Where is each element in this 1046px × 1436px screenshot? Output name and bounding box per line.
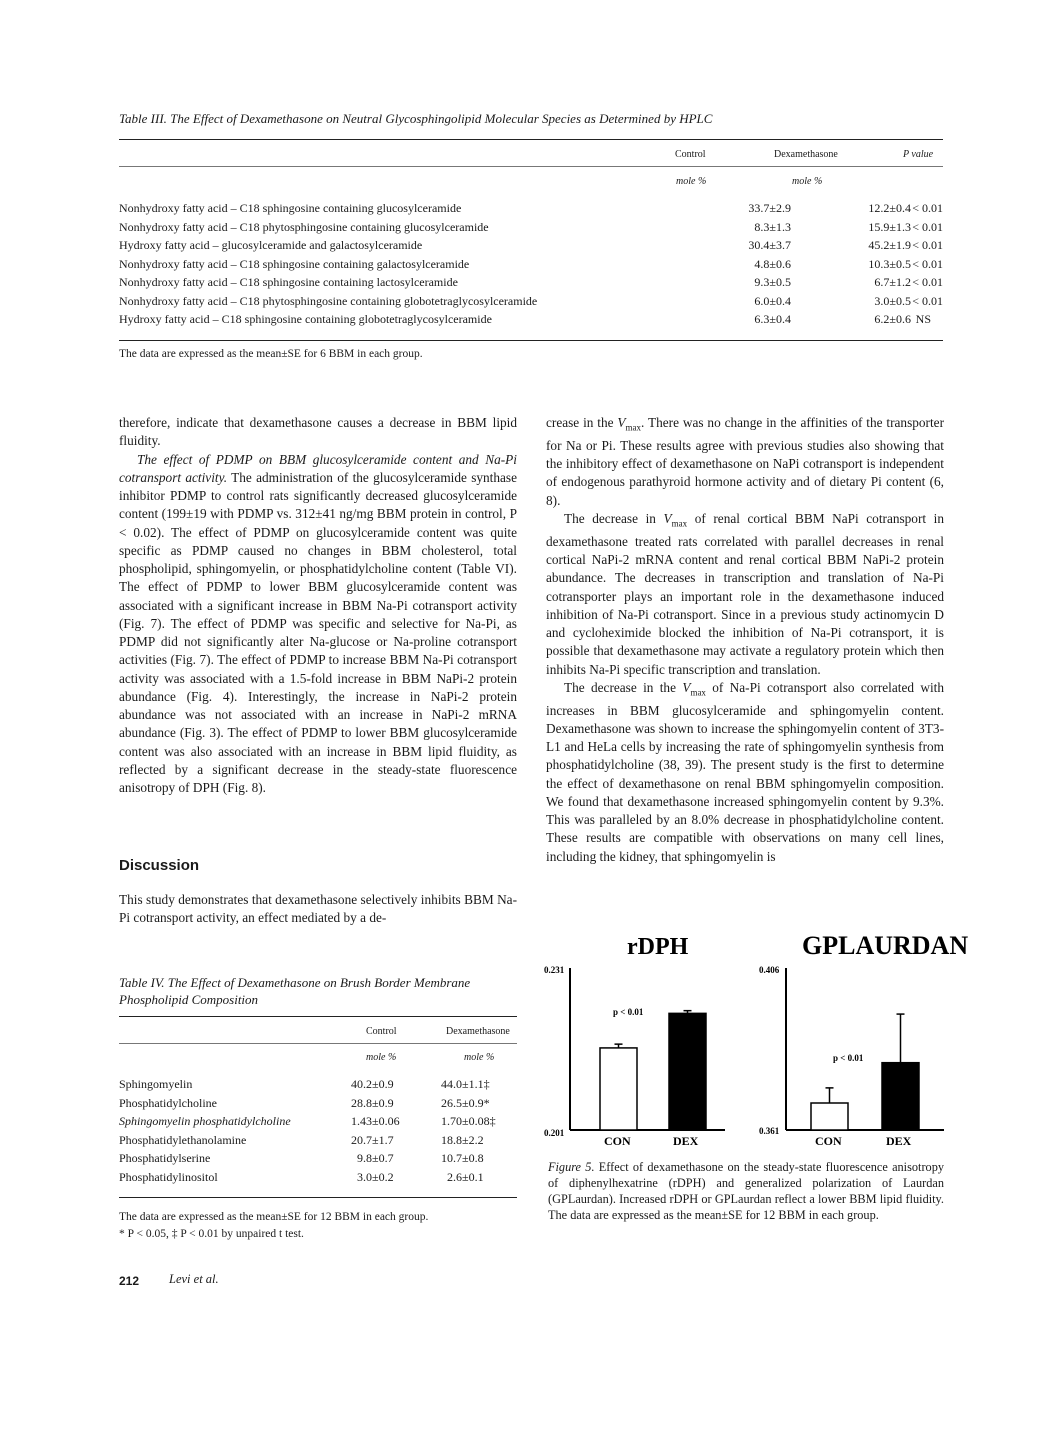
vmax-subscript: max <box>690 687 706 698</box>
dex-value: 1.70±0.08‡ <box>441 1114 496 1129</box>
dex-value: 44.0±1.1‡ <box>441 1077 490 1091</box>
chart1-annotation: p < 0.01 <box>613 1007 644 1017</box>
control-value: 20.7±1.7 <box>351 1132 394 1147</box>
figure5-charts <box>540 925 969 1155</box>
table4-unit-control: mole % <box>366 1052 397 1063</box>
table-row <box>119 1149 517 1168</box>
row-label: Nonhydroxy fatty acid – C18 sphingosine containing glucosylceramide <box>119 201 462 215</box>
text-run: . There was no change in the affinities of the transporter for Na or Pi. These results agree with previous studies also showing that the inhibitory effect of dexamethasone on NaPi cotransport is independent of endogenous parathyroid hormone activity and of dietary Pi content (6, 8). <box>546 415 944 508</box>
chart1-ytick-top: 0.231 <box>544 965 565 975</box>
table-row <box>119 273 943 292</box>
table-row <box>119 218 943 237</box>
table4-note-line1: The data are expressed as the mean±SE for 12 BBM in each group. <box>119 1211 429 1223</box>
paragraph <box>546 510 944 679</box>
control-value: 33.7±2.9 <box>748 201 791 215</box>
chart2-title: GPLAURDAN <box>802 931 969 960</box>
row-label: Hydroxy fatty acid – C18 sphingosine containing globotetraglycosylceramide <box>119 312 492 326</box>
table4-note-line2: * P < 0.05, ‡ P < 0.01 by unpaired t test. <box>119 1228 304 1240</box>
table4-note <box>119 1209 428 1243</box>
text-run: of Na-Pi cotransport also correlated with increases in BBM glucosylceramide and sphingomyelin content. Dexamethasone was shown to increase the sphingomyelin content of 3T3-L1 and HeLa cells by increasing the rate of sphingomyelin synthesis from phosphatidylcholine (38, 39). The present study is the first to determine the effect of dexamethasone on renal BBM sphingomyelin composition. We found that dexamethasone increased sphingomyelin content by 9.3%. This was paralleled by an 8.0% decrease in phosphatidylcholine content. These results are compatible with observations on many cell lines, including the kidney, that sphingomyelin is <box>546 679 944 864</box>
chart1-xlabel-dex: DEX <box>673 1134 699 1148</box>
table3 <box>119 199 943 329</box>
paragraph: This study demonstrates that dexamethasone selectively inhibits BBM Na-Pi cotransport activity, an effect mediated by a de- <box>119 892 517 926</box>
text-run: The decrease in the <box>564 679 683 695</box>
text-run: crease in the <box>546 415 618 430</box>
table4-caption: Table IV. The Effect of Dexamethasone on Brush Border Membrane Phospholipid Composition <box>119 975 471 1007</box>
paragraph <box>546 414 944 510</box>
table3-note: The data are expressed as the mean±SE for 6 BBM in each group. <box>119 348 423 360</box>
table3-header-control: Control <box>675 149 706 160</box>
running-footer-authors: Levi et al. <box>169 1272 219 1286</box>
chart2-xlabel-con: CON <box>815 1134 842 1148</box>
chart1-ytick-bottom: 0.201 <box>544 1128 565 1138</box>
paragraph <box>119 451 517 798</box>
table-row <box>119 1112 517 1131</box>
control-value: 6.0±0.4 <box>754 293 791 308</box>
dex-value: 10.3±0.5 <box>868 256 911 271</box>
paragraph-body: The administration of the glucosylceramide synthase inhibitor PDMP to control rats significantly decreased glucosylceramide content (199±19 with PDMP vs. 312±41 ng/mg BBM protein in control, P < 0.02). The effect of PDMP on glucosylceramide content was quite specific as PDMP caused no changes in BBM cholesterol, total phospholipid, sphingomyelin, or phosphatidylcholine content (Table VI). The effect of PDMP to lower BBM glucosylceramide content was associated with a significant increase in BBM Na-Pi cotransport activity (Fig. 7). The effect of PDMP was specific and selective for Na-Pi, as PDMP did not significantly alter Na-glucose or Na-proline cotransport activities (Fig. 7). The effect of PDMP to increase BBM Na-Pi cotransport activity was associated with a 1.5-fold increase in BBM NaPi-2 protein abundance (Fig. 4). Interestingly, the increase in NaPi-2 protein abundance was not associated with an increase in NaPi-2 mRNA abundance (Fig. 3). The effect of PDMP to lower BBM glucosylceramide content was also associated with an increase in BBM lipid fluidity, as reflected by a significant decrease in the steady-state fluorescence anisotropy of DPH (Fig. 8). <box>119 469 517 795</box>
text-run: of renal cortical BBM NaPi cotransport in dexamethasone treated rats correlated with parallel decreases in renal cortical NaPi-2 mRNA content and renal cortical BBM NaPi-2 protein abundance. The decreases in transcription and translation of Na-Pi cotransporter plays an important role in the dexamethasone induced inhibition of Na-Pi cotransport. Since in a previous study actinomycin D and cycloheximide blocked the inhibition of Na-Pi cotransport, it is possible that dexamethasone may activate a regulatory protein which then inhibits Na-Pi specific transcription and translation. <box>546 510 945 677</box>
table3-caption: Table III. The Effect of Dexamethasone on Neutral Glycosphingolipid Molecular Species as Determined by HPLC <box>119 111 713 126</box>
p-value: < 0.01 <box>912 201 943 215</box>
table3-unit-dex: mole % <box>792 176 823 187</box>
control-value: 28.8±0.9 <box>351 1095 394 1110</box>
bar-con <box>811 1103 848 1130</box>
p-value: < 0.01 <box>912 238 943 252</box>
row-label: Sphingomyelin <box>119 1077 193 1091</box>
dex-value: 6.2±0.6 <box>874 312 911 326</box>
table4-top-rule <box>119 1016 517 1017</box>
bar-con <box>600 1048 637 1130</box>
left-column-discussion <box>119 891 517 928</box>
row-label: Nonhydroxy fatty acid – C18 sphingosine containing galactosylceramide <box>119 256 470 271</box>
control-value: 9.3±0.5 <box>754 275 791 289</box>
table4-header-dex: Dexamethasone <box>446 1026 510 1037</box>
control-value: 30.4±3.7 <box>748 238 791 252</box>
chart1-xlabel-con: CON <box>604 1134 631 1148</box>
table-row <box>119 1168 517 1187</box>
text-run: The decrease in <box>564 510 664 526</box>
control-value: 8.3±1.3 <box>754 219 791 234</box>
control-value: 1.43±0.06 <box>351 1114 400 1129</box>
figure5-caption <box>548 1159 944 1223</box>
table4-bottom-rule <box>119 1197 517 1198</box>
right-column-text <box>546 414 944 866</box>
dex-value: 3.0±0.5 <box>874 293 911 308</box>
table3-header-pvalue: P value <box>903 149 934 160</box>
table-row <box>119 236 943 255</box>
section-run-in-title: The effect of PDMP on BBM glucosylceramide content and Na-Pi cotransport activity. <box>119 451 517 485</box>
table3-top-rule <box>119 139 943 140</box>
row-label: Nonhydroxy fatty acid – C18 phytosphingosine containing globotetraglycosylceramide <box>119 293 538 308</box>
figure5-text: Effect of dexamethasone on the steady-state fluorescence anisotropy of diphenylhexatrine (rDPH) and generalized polarization of Laurdan (GPLaurdan). Increased rDPH or GPLaurdan reflect a lower BBM lipid fluidity. The data are expressed as the mean±SE for 12 BBM in each group. <box>548 1160 944 1222</box>
table4 <box>119 1075 517 1187</box>
table3-unit-control: mole % <box>676 176 707 187</box>
dex-value: 2.6±0.1 <box>447 1169 484 1184</box>
dex-value: 26.5±0.9* <box>441 1095 490 1110</box>
figure5-label: Figure 5. <box>548 1160 595 1174</box>
vmax-symbol: V <box>663 510 672 526</box>
table-row <box>119 1094 517 1113</box>
chart2-annotation: p < 0.01 <box>833 1053 864 1063</box>
bar-dex <box>882 1063 919 1130</box>
chart1-title: rDPH <box>627 934 689 960</box>
dex-value: 45.2±1.9 <box>868 238 911 252</box>
vmax-subscript: max <box>671 518 688 529</box>
table3-header-rule <box>119 166 943 167</box>
chart2-title-main <box>802 931 968 960</box>
dex-value: 10.7±0.8 <box>441 1151 484 1166</box>
p-value: NS <box>915 312 931 326</box>
chart2-ytick-top: 0.406 <box>759 965 780 975</box>
dex-value: 12.2±0.4 <box>868 201 911 215</box>
vmax-subscript: max <box>625 422 642 433</box>
chart2-xlabel-dex: DEX <box>886 1134 912 1148</box>
table3-header-dex: Dexamethasone <box>774 149 838 160</box>
row-label: Phosphatidylserine <box>119 1151 211 1166</box>
row-label: Nonhydroxy fatty acid – C18 phytosphingosine containing glucosylceramide <box>119 219 489 234</box>
control-value: 3.0±0.2 <box>357 1169 394 1184</box>
table-row <box>119 1131 517 1150</box>
row-label: Phosphatidylethanolamine <box>119 1132 247 1147</box>
chart2-ytick-bottom: 0.361 <box>759 1126 780 1136</box>
discussion-heading: Discussion <box>119 857 200 874</box>
table-row <box>119 310 943 329</box>
table-row <box>119 292 943 311</box>
row-label: Sphingomyelin phosphatidylcholine <box>119 1114 291 1129</box>
paragraph: therefore, indicate that dexamethasone causes a decrease in BBM lipid fluidity. <box>119 415 517 449</box>
control-value: 9.8±0.7 <box>357 1151 394 1166</box>
control-value: 4.8±0.6 <box>754 256 791 271</box>
row-label: Phosphatidylinositol <box>119 1169 218 1184</box>
page-number: 212 <box>119 1274 140 1288</box>
table-row <box>119 255 943 274</box>
vmax-symbol: V <box>682 679 691 695</box>
table3-bottom-rule <box>119 340 943 341</box>
table-row <box>119 199 943 218</box>
vmax-symbol: V <box>617 415 626 430</box>
control-value: 6.3±0.4 <box>754 312 791 326</box>
bar-dex <box>669 1013 706 1130</box>
p-value: < 0.01 <box>912 219 943 234</box>
table4-header-control: Control <box>366 1026 397 1037</box>
dex-value: 15.9±1.3 <box>868 219 911 234</box>
dex-value: 18.8±2.2 <box>441 1132 484 1147</box>
p-value: < 0.01 <box>912 293 943 308</box>
table4-unit-dex: mole % <box>464 1052 495 1063</box>
p-value: < 0.01 <box>912 275 943 289</box>
p-value: < 0.01 <box>912 256 943 271</box>
row-label: Hydroxy fatty acid – glucosylceramide and galactosylceramide <box>119 238 423 252</box>
row-label: Nonhydroxy fatty acid – C18 sphingosine containing lactosylceramide <box>119 275 458 289</box>
row-label: Phosphatidylcholine <box>119 1095 217 1110</box>
paragraph <box>546 679 944 866</box>
chart2-bars <box>811 1014 919 1130</box>
control-value: 40.2±0.9 <box>351 1077 394 1091</box>
table-row <box>119 1075 517 1094</box>
table4-header-rule <box>119 1043 517 1044</box>
dex-value: 6.7±1.2 <box>874 275 911 289</box>
chart1-bars <box>600 1011 706 1130</box>
left-column-text <box>119 414 517 797</box>
